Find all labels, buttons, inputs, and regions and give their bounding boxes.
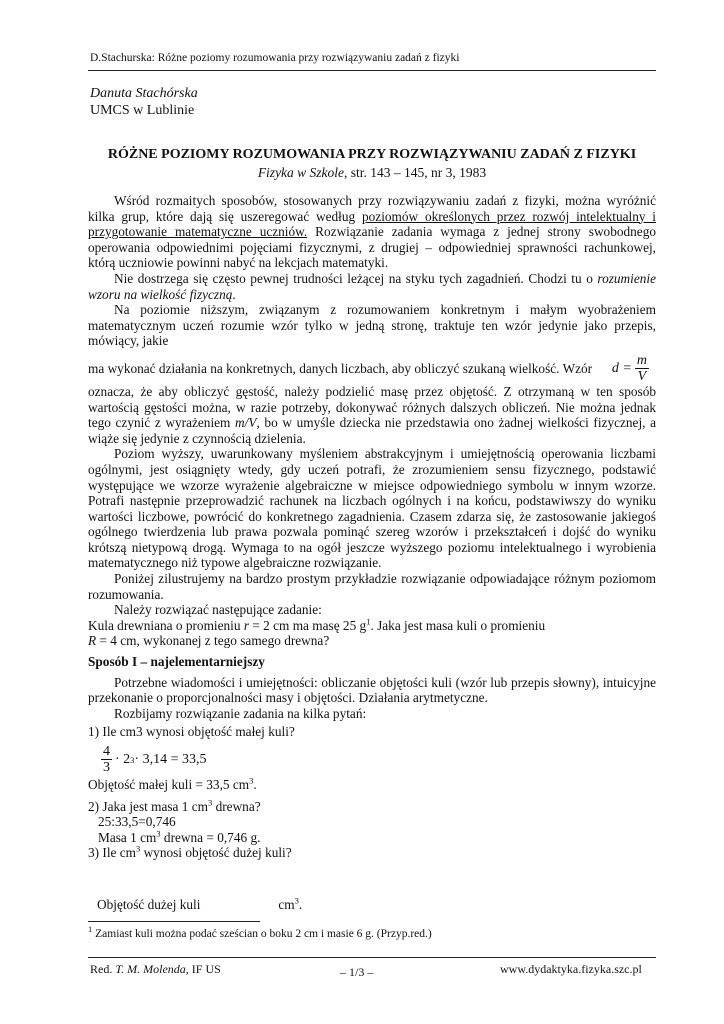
density-formula-line (88, 353, 656, 384)
inline-expression: m/V (235, 415, 257, 431)
q3-text: 3) Ile cm (88, 845, 136, 861)
big-volume-end: . (298, 896, 303, 912)
question-2 (88, 799, 656, 815)
method-requirements: Potrzebne wiadomości i umiejętności: obliczanie objętości kuli (wzór lub przepis słowny), intuicyjne przekonanie o proporcjonalności masy i objętości. Działania arytmetyczne. (88, 674, 656, 706)
citation-details: , str. 143 – 145, nr 3, 1983 (344, 165, 487, 180)
question-3 (88, 845, 656, 861)
author-name: Danuta Stachórska (90, 86, 198, 101)
footnote-text: Zamiast kuli można podać sześcian o boku 2 cm i masie 6 g. (Przyp.red.) (92, 928, 432, 940)
task-text: Kula drewniana o promieniu (88, 617, 244, 633)
formula-numerator: m (636, 352, 647, 368)
task-statement (88, 618, 656, 649)
journal-name: Fizyka w Szkole (257, 165, 345, 180)
big-volume-unit: cm (278, 896, 295, 912)
difficulty-end: . (232, 286, 236, 302)
lower-level-text: Na poziomie niższym, związanym z rozumowaniem konkretnym i małym wyobrażeniem matematycznym uczeń rozumie wzór tylko w jedną stronę, traktuje ten wzór jedynie jako przepis, mówiący, jakie (88, 302, 656, 349)
footer-website[interactable]: www.dydaktyka.fizyka.szc.pl (500, 962, 642, 976)
paragraph-higher-level: Poziom wyższy, uwarunkowany myśleniem abstrakcyjnym i umiejętnością operowania liczbami ogólnymi, jest osiągnięty wtedy, gdy uczeń potrafi, że zrozumieniem sensu fizycznego, podstawić występujące we wzorze wyrażenie algebraiczne w miejsce odpowiedniego symbolu w innym wzorze. Potrafi następnie przeprowadzić rachunek na liczbach ogólnych i na końcu, podstawiwszy do wyniku wartości liczbowe, powrócić do konkretnego zagadnienia. Czasem zdarza się, że zastosowanie jakiegoś ogólnego twierdzenia lub prawa pozwala pominąć szereg wzorów i przekształceń i dojść do wyniku krótszą nietypową drogą. Wymaga to na ogół jeszcze wyższego poziomu intelektualnego i wyrobienia matematycznego niż typowe algebraiczne rozwiązanie. (88, 446, 656, 571)
header-rule (88, 70, 656, 71)
footnote (88, 924, 432, 940)
page-number: – 1/3 – (340, 965, 374, 979)
paragraph-illustration: Poniżej zilustrujemy na bardzo prostym przykładzie rozwiązanie odpowiadające różnym poziomom rozumowania. (88, 571, 656, 602)
calc-result: · 3,14 = 33,5 (134, 751, 207, 767)
intro-text: Wśród rozmaitych sposobów, stosowanych przy rozwiązywaniu zadań z fizyki, można wyróżnić kilka grup, które dają się uszeregować według (88, 193, 656, 224)
editor-name: T. M. Molenda (115, 962, 186, 976)
q2-mass (88, 830, 656, 846)
formula-denominator: V (637, 368, 647, 384)
running-header: D.Stachurska: Różne poziomy rozumowania przy rozwiązywaniu zadań z fizyki (90, 52, 460, 64)
intro-text-cont: Rozwiązanie zadania wymaga z jednej strony swobodnego operowania odpowiednimi pojęciami fizycznymi, z drugiej – odpowiedniej sprawności rachunkowej, którą uczniowie powinni nabyć na lekcjach matematyki. (88, 224, 656, 271)
paragraph-intro (88, 193, 656, 271)
calc-expression: · 2 (115, 751, 131, 767)
underlined-phrase: poziomów określonych przez rozwój intelektualny i przygotowanie matematyczne uczniów. (88, 208, 656, 240)
paragraph-lower-level-cont (88, 384, 656, 446)
q2-mass-text: Masa 1 cm (98, 829, 157, 845)
editor-prefix: Red. (90, 962, 116, 976)
article-title: RÓŻNE POZIOMY ROZUMOWANIA PRZY ROZWIĄZYWANIU ZADAŃ Z FIZYKI (107, 147, 637, 162)
author-affiliation: UMCS w Lublinie (90, 103, 195, 118)
article-source (88, 165, 656, 181)
small-volume-exp: 3 (249, 775, 254, 786)
task-var-r: r (243, 617, 250, 633)
task-text-c: . Jaka jest masa kuli o promieniu (370, 617, 546, 633)
task-text-d: = 4 cm, wykonanej z tego samego drewna? (96, 633, 330, 649)
question-1: 1) Ile cm3 wynosi objętość małej kuli? (88, 724, 295, 740)
task-var-R: R (88, 633, 97, 649)
formula-lhs: d = (611, 360, 632, 376)
lower-level-end: , bo w umyśle dziecka nie przedstawia ono żadnej wielkości fizycznej, a wiąże się jedynie z czynnością dzielenia. (88, 415, 657, 446)
q2-mass-end: drewna = 0,746 g. (160, 829, 261, 845)
big-volume-exp: 3 (294, 895, 299, 906)
q2-end: drewna? (212, 798, 261, 814)
difficulty-text: Nie dostrzega się często pewnej trudności leżącej na styku tych zagadnień. Chodzi tu o (114, 270, 598, 286)
formula-lead-text: ma wykonać działania na konkretnych, danych liczbach, aby obliczyć szukaną wielkość. Wzór (88, 360, 593, 376)
q2-exp: 3 (208, 797, 213, 808)
q2-calculation: 25:33,5=0,746 (98, 814, 176, 830)
density-formula (612, 353, 652, 384)
big-ball-volume (88, 897, 656, 913)
method-heading: Sposób I – najelementarniejszy (88, 654, 265, 670)
calc-numerator: 4 (103, 744, 110, 759)
task-text-b: = 2 cm ma masę 25 g (249, 617, 367, 633)
small-ball-calc: $\frac{4}{3}$ · 2 3 · 3,14 = 33,5 (103, 744, 207, 775)
paragraph-task-intro: Należy rozwiązać następujące zadanie: (114, 602, 322, 618)
q2-text: 2) Jaka jest masa 1 cm (88, 798, 209, 814)
footer-editor (90, 962, 221, 977)
small-volume-text: Objętość małej kuli = 33,5 cm (88, 777, 250, 792)
q3-end: wynosi objętość dużej kuli? (140, 845, 292, 861)
paragraph-difficulty (88, 271, 656, 302)
lower-level-cont-text: oznacza, że aby obliczyć gęstość, należy podzielić masę przez objętość. Z otrzymaną w ten sposób wartością gęstości można, w razie potrzeby, dokonywać różnych dalszych obliczeń. Nie można jednak tego czynić z wyrażeniem (88, 383, 656, 431)
article-body (88, 193, 656, 913)
paragraph-lower-level (88, 302, 656, 349)
calc-fraction (101, 744, 112, 775)
q2-mass-exp: 3 (156, 828, 161, 839)
big-volume-text: Objętość dużej kuli (97, 896, 201, 912)
formula-fraction (635, 353, 649, 384)
small-ball-volume (88, 777, 656, 793)
small-volume-end: . (253, 777, 257, 792)
spacer (88, 861, 656, 897)
editor-suffix: , IF US (185, 962, 221, 976)
footnote-mark: 1 (88, 924, 93, 935)
method-breakdown: Rozbijamy rozwiązanie zadania na kilka pytań: (114, 705, 367, 721)
q3-exp: 3 (136, 843, 141, 854)
calc-denominator: 3 (103, 760, 110, 775)
footnote-ref[interactable]: 1 (366, 616, 371, 627)
emphasis-phrase: rozumienie wzoru na wielkość fizyczną (88, 270, 656, 302)
footnote-rule (88, 921, 260, 922)
footer-rule (88, 957, 656, 958)
